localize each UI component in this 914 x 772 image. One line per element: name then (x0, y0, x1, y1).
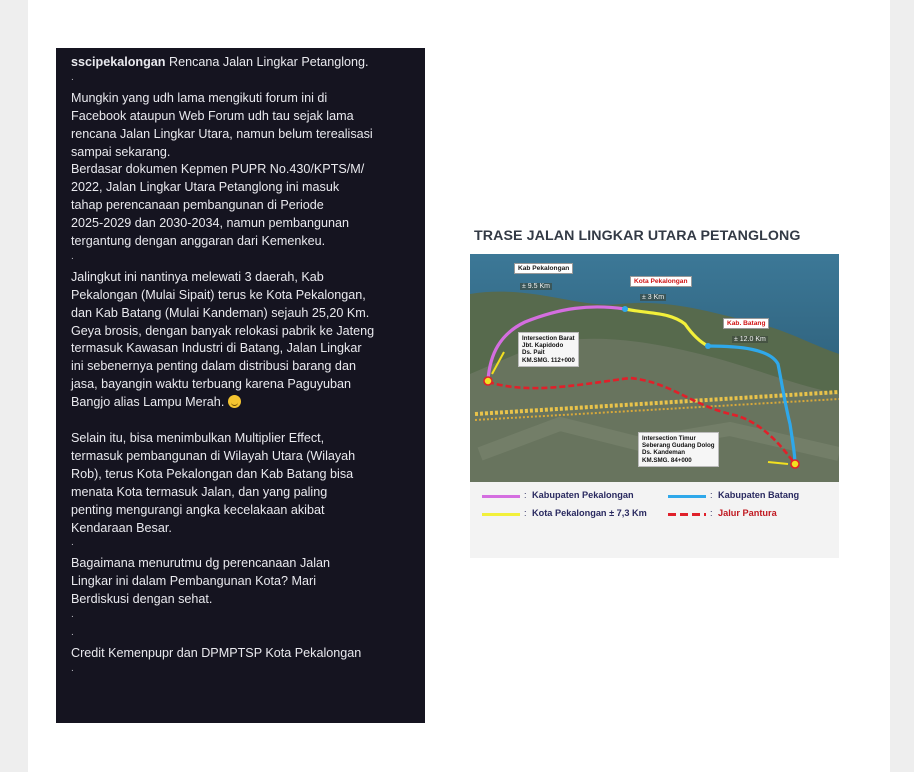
legend-label-red: Jalur Pantura (718, 508, 777, 518)
intersection-box-line: KM.SMG. 112+000 (522, 356, 575, 364)
post-text-line: jasa, bayangin waktu terbuang karena Paguyuban (71, 377, 352, 392)
post-text-line: Facebook ataupun Web Forum udh tau sejak lama (71, 108, 354, 123)
intersection-barat-box (518, 332, 579, 367)
post-text-line: tahap perencanaan pembangunan di Periode (71, 198, 324, 213)
post-text-line: Berdasar dokumen Kepmen PUPR No.430/KPTS/M/ (71, 162, 365, 177)
post-separator: . (71, 662, 74, 674)
legend-colon: : (524, 508, 527, 518)
post-text-panel (56, 48, 425, 723)
intersection-box-line: Jbt. Kapidodo (522, 342, 564, 350)
post-text-line: termasuk Kawasan Industri di Batang, Jalan Lingkar (71, 341, 362, 356)
tag-kota-pekalongan: Kota Pekalongan (630, 276, 692, 287)
junction-barat (484, 377, 492, 385)
intersection-box-line: Seberang Gudang Dolog (642, 442, 715, 450)
post-separator: . (71, 626, 74, 638)
legend-swatch-red (668, 513, 706, 516)
km-label-pink: ± 9.5 Km (522, 283, 550, 290)
post-text-line: menata Kota termasuk Jalan, dan yang paling (71, 484, 328, 499)
post-text-line: Rob), terus Kota Pekalongan dan Kab Batang bisa (71, 466, 354, 481)
post-text-line: rencana Jalan Lingkar Utara, namun belum terealisasi (71, 126, 373, 141)
post-text-line: Mungkin yang udh lama mengikuti forum ini di (71, 90, 328, 105)
legend-colon: : (710, 508, 713, 518)
legend-label-yellow: Kota Pekalongan ± 7,3 Km (532, 508, 647, 518)
legend-colon: : (524, 490, 527, 500)
post-text-line: Geya brosis, dengan banyak relokasi pabrik ke Jateng (71, 323, 375, 338)
legend-swatch-blue (668, 495, 706, 498)
post-text-line: tergantung dengan anggaran dari Kemenkeu. (71, 234, 326, 249)
post-text-line: penting mengurangi angka kecelakaan akibat (71, 502, 325, 517)
post-text-line: Bagaimana menurutmu dg perencanaan Jalan (71, 556, 331, 571)
post-text-line: ini sebenernya penting dalam distribusi barang dan (71, 359, 356, 374)
intersection-box-line: KM.SMG. 84+000 (642, 456, 692, 464)
post-text-line: dan Kab Batang (Mulai Kandeman) sejauh 25,20 Km. (71, 305, 370, 320)
intersection-box-line: Intersection Barat (522, 335, 575, 342)
legend-swatch-yellow (482, 513, 520, 516)
tag-kab-batang: Kab. Batang (723, 318, 769, 329)
intersection-box-line: Intersection Timur (642, 435, 696, 442)
post-separator: . (71, 537, 74, 549)
legend-colon: : (710, 490, 713, 500)
post-text-line: sampai sekarang. (71, 144, 171, 159)
post-text-line: 2025-2029 dan 2030-2034, namun pembangunan (71, 216, 349, 231)
post-author-handle[interactable]: sscipekalongan (71, 55, 166, 69)
post-text-line: Pekalongan (Mulai Sipait) terus ke Kota Pekalongan, (71, 287, 366, 302)
post-text-line: Bangjo alias Lampu Merah. (71, 394, 415, 412)
junction-kota (622, 306, 628, 312)
legend-label-blue: Kabupaten Batang (718, 490, 800, 500)
figure-title: TRASE JALAN LINGKAR UTARA PETANGLONG (474, 228, 801, 244)
map-legend (470, 482, 839, 558)
intersection-timur-box (638, 432, 719, 467)
post-text-line: Credit Kemenpupr dan DPMPTSP Kota Pekalongan (71, 645, 362, 660)
junction-timur (791, 460, 799, 468)
post-caption-line: sscipekalongan Rencana Jalan Lingkar Petanglong. (71, 55, 369, 69)
junction-batang (705, 343, 711, 349)
post-text-line: Selain itu, bisa menimbulkan Multiplier Effect, (71, 430, 325, 445)
post-text-line: Jalingkut ini nantinya melewati 3 daerah, Kab (71, 269, 324, 284)
route-map-figure (470, 222, 840, 562)
legend-label-pink: Kabupaten Pekalongan (532, 490, 634, 500)
post-text-line: Kendaraan Besar. (71, 520, 172, 535)
km-label-yellow: ± 3 Km (642, 294, 665, 301)
post-separator: . (71, 609, 74, 621)
post-blank-line (71, 412, 415, 430)
intersection-box-line: Ds. Pait (522, 349, 545, 357)
post-text-line: 2022, Jalan Lingkar Utara Petanglong ini masuk (71, 180, 340, 195)
post-separator: . (71, 250, 74, 262)
legend-swatch-pink (482, 495, 520, 498)
post-text-line: Berdiskusi dengan sehat. (71, 592, 213, 607)
tag-kab-pekalongan: Kab Pekalongan (514, 263, 573, 274)
post-text-line: termasuk pembangunan di Wilayah Utara (Wilayah (71, 448, 356, 463)
post-text-line: Lingkar ini dalam Pembangunan Kota? Mari (71, 574, 317, 589)
post-separator: . (71, 71, 74, 83)
smile-emoji-icon (228, 395, 241, 408)
km-label-blue: ± 12.0 Km (734, 336, 766, 343)
intersection-box-line: Ds. Kandeman (642, 449, 685, 457)
